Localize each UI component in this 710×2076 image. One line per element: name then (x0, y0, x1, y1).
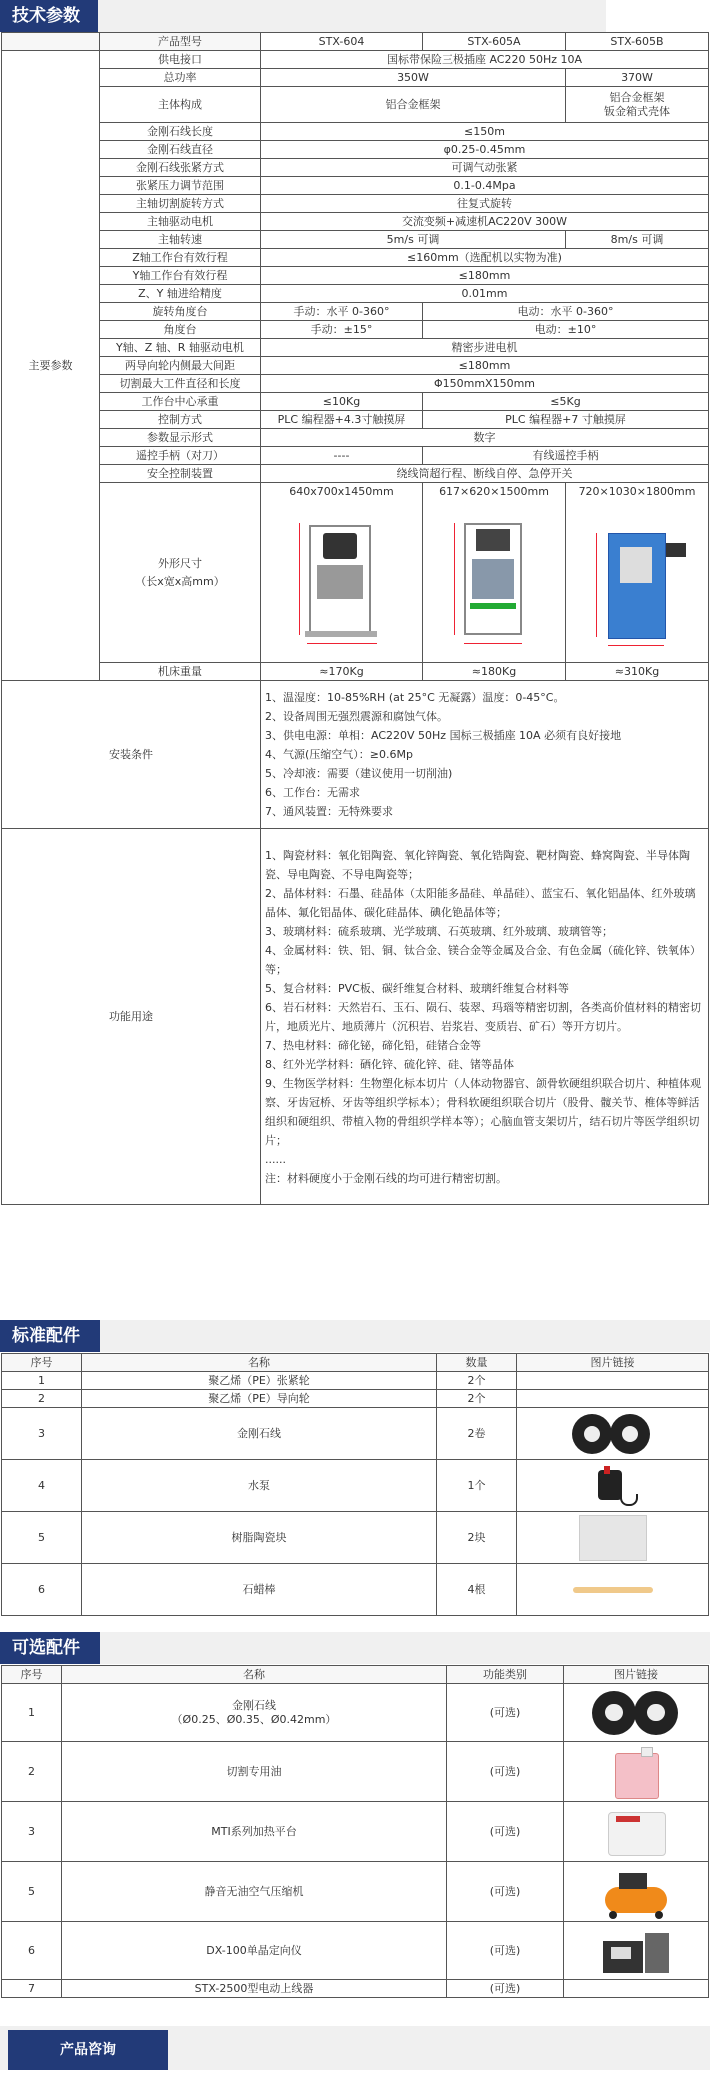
table-row (2, 483, 709, 663)
row-number: 2 (2, 1390, 82, 1408)
usage-line: 9、生物医学材料：生物塑化标本切片（人体动物器官、颌骨软硬组织联合切片、种植体观察、牙齿冠桥、牙齿等组织学标本）；骨科软硬组织联合切片（股骨、髋关节、椎体等鲜活组织和硬组织、带植入物的骨组织学样本等）；心脑血管支架切片，结石切片等医学组织切片； (265, 1076, 701, 1147)
install-label: 安装条件 (2, 681, 261, 829)
usage-line: 7、热电材料：碲化铋，碲化铅，硅锗合金等 (265, 1038, 481, 1052)
table-row (2, 375, 709, 393)
spec-label: 工作台中心承重 (100, 393, 261, 411)
col-header: 序号 (2, 1666, 62, 1684)
table-row (2, 1460, 709, 1512)
spec-label: 金刚石线长度 (100, 123, 261, 141)
spec-label: 主轴驱动电机 (100, 213, 261, 231)
machine-photo-605b (582, 503, 692, 653)
spec-label: 总功率 (100, 69, 261, 87)
opt-parts-table (1, 1665, 709, 1998)
part-image (517, 1390, 709, 1408)
row-number: 5 (2, 1512, 82, 1564)
opt-section-title: 可选配件 (0, 1632, 100, 1664)
part-image[interactable] (564, 1742, 709, 1802)
product-consult-tab[interactable]: 产品咨询 (8, 2030, 168, 2070)
spec-value: 0.01mm (261, 285, 709, 303)
spec-value (566, 87, 709, 123)
spec-value: 往复式旋转 (261, 195, 709, 213)
part-name: MTI系列加热平台 (62, 1802, 447, 1862)
install-line: 7、通风装置：无特殊要求 (265, 805, 393, 818)
table-row (2, 429, 709, 447)
spec-value: ≤180mm (261, 357, 709, 375)
spec-value: 国标带保险三极插座 AC220 50Hz 10A (261, 51, 709, 69)
spec-label: 参数显示形式 (100, 429, 261, 447)
table-row (2, 1802, 709, 1862)
part-name-line: 金刚石线 (232, 1698, 276, 1712)
orientation-instrument-image (599, 1925, 673, 1977)
dims-label: 外形尺寸 （长x宽x高mm） (135, 556, 225, 588)
spec-value: 5m/s 可调 (261, 231, 566, 249)
install-line: 3、供电电源：单相：AC220V 50Hz 国标三极插座 10A 必须有良好接地 (265, 729, 622, 742)
spec-label: 安全控制装置 (100, 465, 261, 483)
table-row (2, 33, 709, 51)
spec-label: 主轴切割旋转方式 (100, 195, 261, 213)
group-label: 主要参数 (2, 51, 100, 681)
table-row (2, 321, 709, 339)
install-line: 6、工作台：无需求 (265, 786, 360, 799)
spec-value: PLC 编程器+4.3寸触摸屏 (261, 411, 423, 429)
spec-label: Z、Y 轴进给精度 (100, 285, 261, 303)
table-row (2, 213, 709, 231)
part-category: (可选) (447, 1684, 564, 1742)
usage-line: 5、复合材料：PVC板、碳纤维复合材料、玻璃纤维复合材料等 (265, 981, 569, 995)
usage-label: 功能用途 (2, 829, 261, 1205)
row-number: 1 (2, 1684, 62, 1742)
std-parts-table (1, 1353, 709, 1616)
spec-label: 遥控手柄（对刀） (100, 447, 261, 465)
model-header: STX-605B (566, 33, 709, 51)
spec-value: 手动：水平 0-360° (261, 303, 423, 321)
part-category: (可选) (447, 1742, 564, 1802)
part-qty: 2卷 (437, 1408, 517, 1460)
col-header: 名称 (82, 1354, 437, 1372)
install-line: 1、温湿度：10-85%RH (at 25°C 无凝露）温度：0-45°C。 (265, 691, 565, 704)
dims-value: 617×620×1500mm (439, 485, 549, 498)
col-header: 图片链接 (564, 1666, 709, 1684)
usage-line: 1、陶瓷材料：氧化铝陶瓷、氧化锌陶瓷、氧化锆陶瓷、靶材陶瓷、蜂窝陶瓷、半导体陶瓷、导电陶瓷、不导电陶瓷等； (265, 848, 690, 881)
spec-value: 铝合金框架 (261, 87, 566, 123)
machine-photo-cell (261, 483, 423, 663)
spec-label: 切割最大工件直径和长度 (100, 375, 261, 393)
ceramic-block-image (579, 1515, 647, 1561)
row-number: 7 (2, 1980, 62, 1998)
part-image[interactable] (564, 1862, 709, 1922)
row-number: 2 (2, 1742, 62, 1802)
table-row (2, 1742, 709, 1802)
part-image[interactable] (564, 1922, 709, 1980)
usage-text (261, 829, 709, 1205)
spec-value: 350W (261, 69, 566, 87)
table-row (2, 829, 709, 1205)
table-row (2, 141, 709, 159)
table-row (2, 123, 709, 141)
table-row (2, 447, 709, 465)
table-row (2, 393, 709, 411)
wire-spool-image (568, 1412, 658, 1456)
table-row (2, 69, 709, 87)
spec-value: 有线遥控手柄 (423, 447, 709, 465)
usage-line: 注：材料硬度小于金刚石线的均可进行精密切割。 (265, 1171, 507, 1185)
table-row (2, 1684, 709, 1742)
spec-value: 可调气动张紧 (261, 159, 709, 177)
part-qty: 1个 (437, 1460, 517, 1512)
spec-value: 0.1-0.4Mpa (261, 177, 709, 195)
install-text (261, 681, 709, 829)
table-row (2, 339, 709, 357)
usage-line: 3、玻璃材料：硫系玻璃、光学玻璃、石英玻璃、红外玻璃、玻璃管等； (265, 924, 613, 938)
part-name-line: （Ø0.25、Ø0.35、Ø0.42mm） (171, 1712, 337, 1726)
row-number: 6 (2, 1564, 82, 1616)
tech-spec-table (1, 32, 709, 1205)
wax-stick-image (573, 1587, 653, 1593)
usage-line: 8、红外光学材料：硒化锌、硫化锌、硅、锗等晶体 (265, 1057, 514, 1071)
part-category: (可选) (447, 1802, 564, 1862)
install-line: 2、设备周围无强烈震源和腐蚀气体。 (265, 710, 448, 723)
part-qty: 4根 (437, 1564, 517, 1616)
table-row (2, 465, 709, 483)
row-number: 3 (2, 1408, 82, 1460)
part-category: (可选) (447, 1922, 564, 1980)
part-name: DX-100单晶定向仪 (62, 1922, 447, 1980)
spec-label: 主体构成 (100, 87, 261, 123)
spec-value: 数字 (261, 429, 709, 447)
spec-value: ≤160mm（选配机以实物为准) (261, 249, 709, 267)
row-number: 6 (2, 1922, 62, 1980)
part-name: STX-2500型电动上线器 (62, 1980, 447, 1998)
water-pump-image (588, 1464, 638, 1508)
table-row (2, 1922, 709, 1980)
part-name: 静音无油空气压缩机 (62, 1862, 447, 1922)
col-header: 数量 (437, 1354, 517, 1372)
table-row (2, 1354, 709, 1372)
table-row (2, 1564, 709, 1616)
dims-value: 640x700x1450mm (289, 485, 394, 498)
spec-label: Y轴、Z 轴、R 轴驱动电机 (100, 339, 261, 357)
table-row (2, 51, 709, 69)
spec-label: 旋转角度台 (100, 303, 261, 321)
table-row (2, 249, 709, 267)
part-qty: 2块 (437, 1512, 517, 1564)
table-row (2, 1390, 709, 1408)
col-header: 序号 (2, 1354, 82, 1372)
model-header: STX-604 (261, 33, 423, 51)
table-row (2, 303, 709, 321)
part-image[interactable] (517, 1564, 709, 1616)
spec-label: 金刚石线张紧方式 (100, 159, 261, 177)
part-name: 切割专用油 (62, 1742, 447, 1802)
table-row (2, 411, 709, 429)
part-name (62, 1684, 447, 1742)
spec-value: 8m/s 可调 (566, 231, 709, 249)
table-row (2, 231, 709, 249)
row-number: 4 (2, 1460, 82, 1512)
table-row (2, 1980, 709, 1998)
part-image[interactable] (564, 1684, 709, 1742)
std-section-title: 标准配件 (0, 1320, 100, 1352)
spec-label: 金刚石线直径 (100, 141, 261, 159)
std-section-bar (0, 1320, 710, 1352)
tech-section-title: 技术参数 (0, 0, 98, 32)
spec-label (100, 483, 261, 663)
table-row (2, 681, 709, 829)
col-header: 名称 (62, 1666, 447, 1684)
spec-label: 机床重量 (100, 663, 261, 681)
model-header: STX-605A (423, 33, 566, 51)
spec-value: ≤150m (261, 123, 709, 141)
table-row (2, 1512, 709, 1564)
opt-section-bar (0, 1632, 710, 1664)
install-line: 5、冷却液：需要（建议使用一切削油) (265, 767, 453, 780)
usage-line: 2、晶体材料：石墨、硅晶体（太阳能多晶硅、单晶硅）、蓝宝石、氧化铝晶体、红外玻璃晶体、氟化铝晶体、碳化硅晶体、碘化铯晶体等； (265, 886, 696, 919)
spec-label: 控制方式 (100, 411, 261, 429)
spec-label: Y轴工作台有效行程 (100, 267, 261, 285)
part-name: 聚乙烯（PE）导向轮 (82, 1390, 437, 1408)
heating-platform-image (604, 1806, 668, 1858)
table-row (2, 357, 709, 375)
spec-value: PLC 编程器+7 寸触摸屏 (423, 411, 709, 429)
machine-photo-604 (287, 503, 397, 653)
table-row (2, 267, 709, 285)
part-image (564, 1980, 709, 1998)
table-row (2, 159, 709, 177)
row-number: 3 (2, 1802, 62, 1862)
spec-value: 精密步进电机 (261, 339, 709, 357)
spec-value: ≈310Kg (566, 663, 709, 681)
part-image[interactable] (517, 1512, 709, 1564)
spec-value: φ0.25-0.45mm (261, 141, 709, 159)
table-row (2, 195, 709, 213)
part-qty: 2个 (437, 1390, 517, 1408)
part-name: 石蜡棒 (82, 1564, 437, 1616)
spec-value: ---- (261, 447, 423, 465)
table-row (2, 1372, 709, 1390)
part-image (517, 1372, 709, 1390)
spec-label: 两导向轮内侧最大间距 (100, 357, 261, 375)
table-row (2, 1862, 709, 1922)
machine-photo-605a (444, 503, 544, 653)
consult-bar (0, 2026, 710, 2070)
table-row (2, 1666, 709, 1684)
col-header: 图片链接 (517, 1354, 709, 1372)
spec-value: ≈180Kg (423, 663, 566, 681)
spec-value: ≤10Kg (261, 393, 423, 411)
part-name: 水泵 (82, 1460, 437, 1512)
spec-value: Φ150mmX150mm (261, 375, 709, 393)
spec-value: ≤5Kg (423, 393, 709, 411)
spec-label: 角度台 (100, 321, 261, 339)
spec-label: 主轴转速 (100, 231, 261, 249)
table-row (2, 177, 709, 195)
table-row (2, 663, 709, 681)
row-number: 5 (2, 1862, 62, 1922)
dims-value: 720×1030×1800mm (578, 485, 696, 498)
spec-value-line: 铝合金框架 (609, 90, 665, 104)
tech-section-bar (0, 0, 606, 32)
part-category: (可选) (447, 1862, 564, 1922)
col-header: 功能类别 (447, 1666, 564, 1684)
spec-label: Z轴工作台有效行程 (100, 249, 261, 267)
part-qty: 2个 (437, 1372, 517, 1390)
spec-label: 张紧压力调节范围 (100, 177, 261, 195)
spec-value: 电动：±10° (423, 321, 709, 339)
part-image[interactable] (517, 1460, 709, 1512)
part-image[interactable] (517, 1408, 709, 1460)
part-name: 树脂陶瓷块 (82, 1512, 437, 1564)
part-image[interactable] (564, 1802, 709, 1862)
air-compressor-image (601, 1865, 671, 1919)
spec-value: ≤180mm (261, 267, 709, 285)
cutting-oil-image (611, 1745, 661, 1799)
usage-line: 4、金属材料：铁、铝、铜、钛合金、镁合金等金属及合金、有色金属（硫化锌、铁氧体）等； (265, 943, 701, 976)
spec-value: 电动：水平 0-360° (423, 303, 709, 321)
spec-label: 产品型号 (100, 33, 261, 51)
install-line: 4、气源(压缩空气）：≥0.6Mp (265, 748, 413, 761)
part-category: (可选) (447, 1980, 564, 1998)
table-row (2, 87, 709, 123)
machine-photo-cell (566, 483, 709, 663)
wire-spool-image (588, 1689, 684, 1737)
usage-line: ...... (265, 1152, 286, 1166)
table-row (2, 1408, 709, 1460)
spec-value: 370W (566, 69, 709, 87)
spec-label: 供电接口 (100, 51, 261, 69)
spec-value: 手动：±15° (261, 321, 423, 339)
part-name: 金刚石线 (82, 1408, 437, 1460)
spec-value: ≈170Kg (261, 663, 423, 681)
part-name: 聚乙烯（PE）张紧轮 (82, 1372, 437, 1390)
row-number: 1 (2, 1372, 82, 1390)
usage-line: 6、岩石材料：天然岩石、玉石、陨石、装翠、玛瑙等精密切割，各类高价值材料的精密切片，地质光片、地质薄片（沉积岩、岩浆岩、变质岩、矿石）等开方切片。 (265, 1000, 701, 1033)
machine-photo-cell (423, 483, 566, 663)
spec-value: 交流变频+减速机AC220V 300W (261, 213, 709, 231)
table-row (2, 285, 709, 303)
spec-value-line: 钣金箱式壳体 (604, 104, 670, 118)
spec-value: 绕线筒超行程、断线自停、急停开关 (261, 465, 709, 483)
